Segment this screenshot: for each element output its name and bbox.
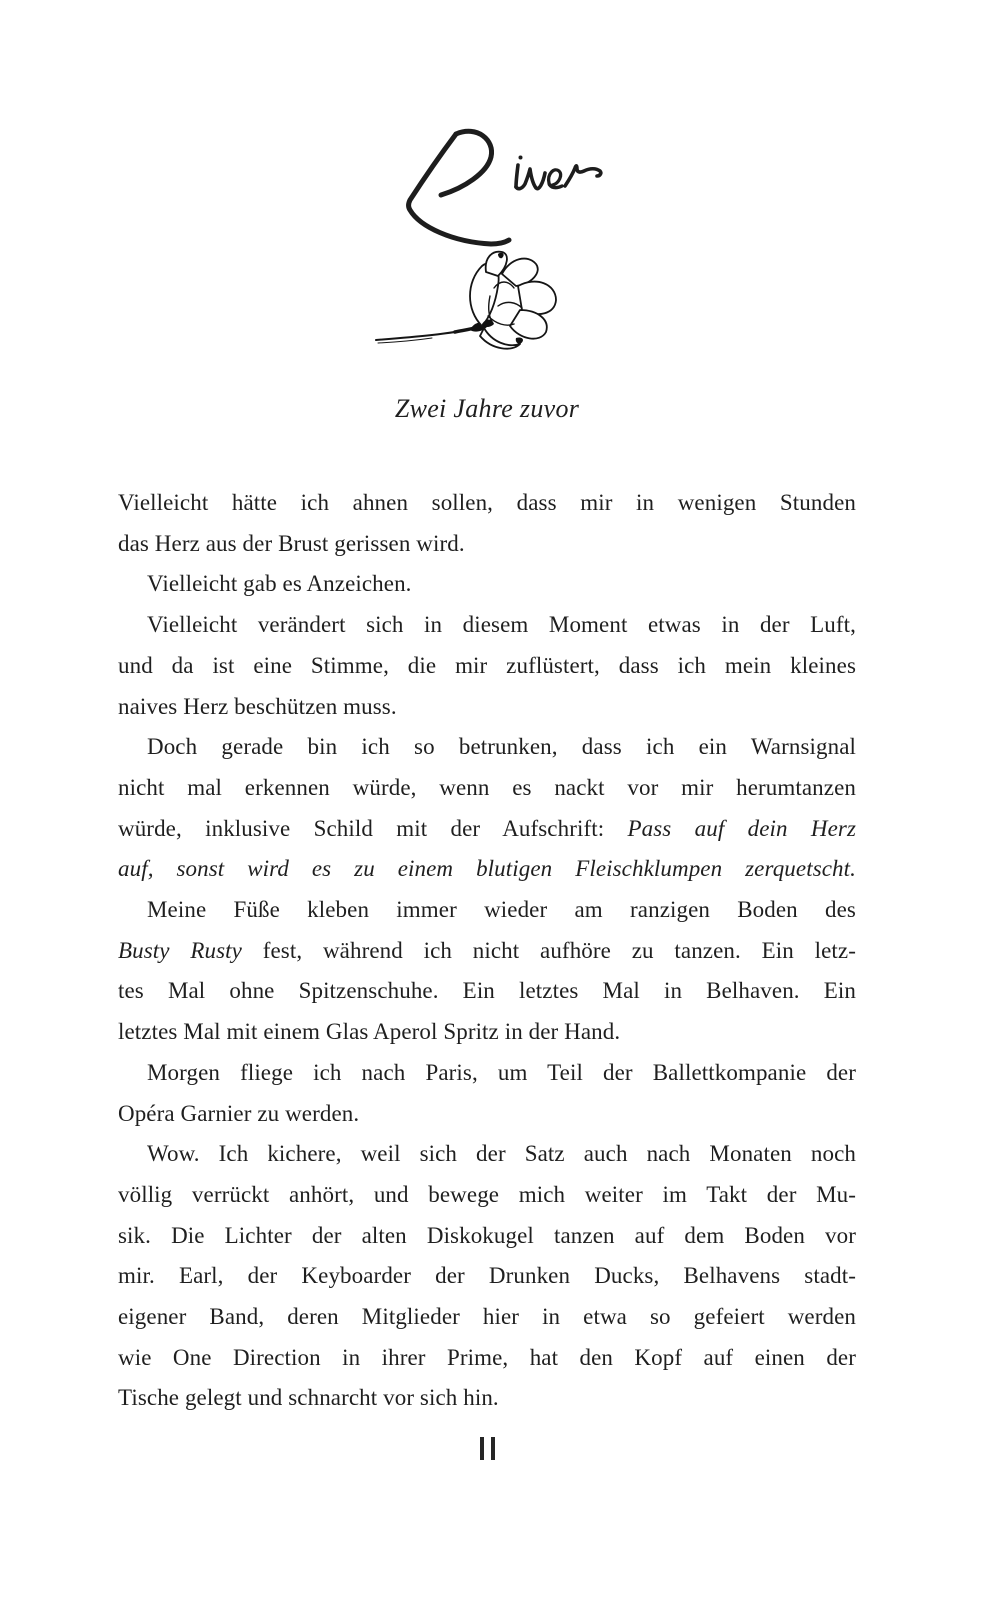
text-run: nicht mal erkennen würde, wenn es nackt vor mir herumtanzen — [118, 774, 856, 800]
text-line — [118, 1175, 856, 1216]
text-line — [118, 849, 856, 890]
section-subtitle: Zwei Jahre zuvor — [394, 394, 580, 423]
text-run: tes Mal ohne Spitzenschuhe. Ein letztes Mal in Belhaven. Ein — [118, 978, 856, 1004]
italic-text-run: Busty Rusty — [118, 937, 242, 963]
text-run: Vielleicht hätte ich ahnen sollen, dass mir in wenigen Stunden — [118, 490, 856, 515]
text-run: fest, während ich nicht aufhöre zu tanzen. Ein letz- — [241, 937, 856, 963]
text-run: würde, inklusive Schild mit der Aufschrift: — [118, 815, 628, 841]
text-run: naives Herz beschützen muss. — [118, 693, 397, 719]
text-run: Doch gerade bin ich so betrunken, dass ich ein Warnsignal — [147, 734, 856, 760]
text-line — [118, 1338, 856, 1379]
italic-text-run: Pass auf dein Herz — [627, 815, 856, 841]
page-number-digit-bar — [480, 1437, 484, 1460]
text-run: Tische gelegt und schnarcht vor sich hin. — [118, 1385, 499, 1411]
text-run: völlig verrückt anhört, und bewege mich weiter im Takt der Mu- — [118, 1181, 856, 1207]
text-line — [118, 971, 856, 1012]
text-line — [118, 809, 856, 850]
text-line — [118, 605, 856, 646]
text-run: eigener Band, deren Mitglieder hier in etwa so gefeiert werden — [118, 1304, 856, 1330]
italic-text-run: auf, sonst wird es zu einem blutigen Fleischklumpen zerquetscht. — [118, 856, 856, 882]
text-run: Vielleicht verändert sich in diesem Moment etwas in der Luft, — [147, 612, 856, 638]
body-text — [118, 483, 856, 1419]
text-line — [118, 1256, 856, 1297]
text-line — [118, 727, 856, 768]
page-number-digit-bar — [491, 1437, 495, 1460]
text-line — [118, 1012, 856, 1053]
text-line — [118, 1378, 856, 1419]
text-run: Vielleicht gab es Anzeichen. — [147, 571, 412, 597]
flower-illustration-icon — [370, 248, 570, 353]
page-number — [118, 1437, 856, 1460]
text-run: Meine Füße kleben immer wieder am ranzigen Boden des — [147, 897, 856, 923]
text-run: das Herz aus der Brust gerissen wird. — [118, 530, 465, 556]
text-line — [118, 931, 856, 972]
text-line — [118, 1134, 856, 1175]
text-line — [118, 483, 856, 524]
text-line — [118, 1094, 856, 1135]
chapter-title-script — [393, 128, 603, 258]
text-run: Opéra Garnier zu werden. — [118, 1100, 360, 1126]
text-line — [118, 564, 856, 605]
text-run: mir. Earl, der Keyboarder der Drunken Ducks, Belhavens stadt- — [118, 1263, 856, 1289]
text-line — [118, 687, 856, 728]
text-line — [118, 524, 856, 565]
text-run: sik. Die Lichter der alten Diskokugel tanzen auf dem Boden vor — [118, 1222, 856, 1248]
text-run: letztes Mal mit einem Glas Aperol Spritz in der Hand. — [118, 1019, 621, 1045]
text-line — [118, 1053, 856, 1094]
text-line — [118, 1216, 856, 1257]
text-line — [118, 646, 856, 687]
text-line — [118, 1297, 856, 1338]
text-line — [118, 890, 856, 931]
text-run: Wow. Ich kichere, weil sich der Satz auch nach Monaten noch — [147, 1141, 856, 1167]
text-run: und da ist eine Stimme, die mir zuflüstert, dass ich mein kleines — [118, 652, 856, 678]
text-run: wie One Direction in ihrer Prime, hat den Kopf auf einen der — [118, 1344, 856, 1370]
text-run: Morgen fliege ich nach Paris, um Teil der Ballettkompanie der — [147, 1059, 856, 1085]
text-line — [118, 768, 856, 809]
